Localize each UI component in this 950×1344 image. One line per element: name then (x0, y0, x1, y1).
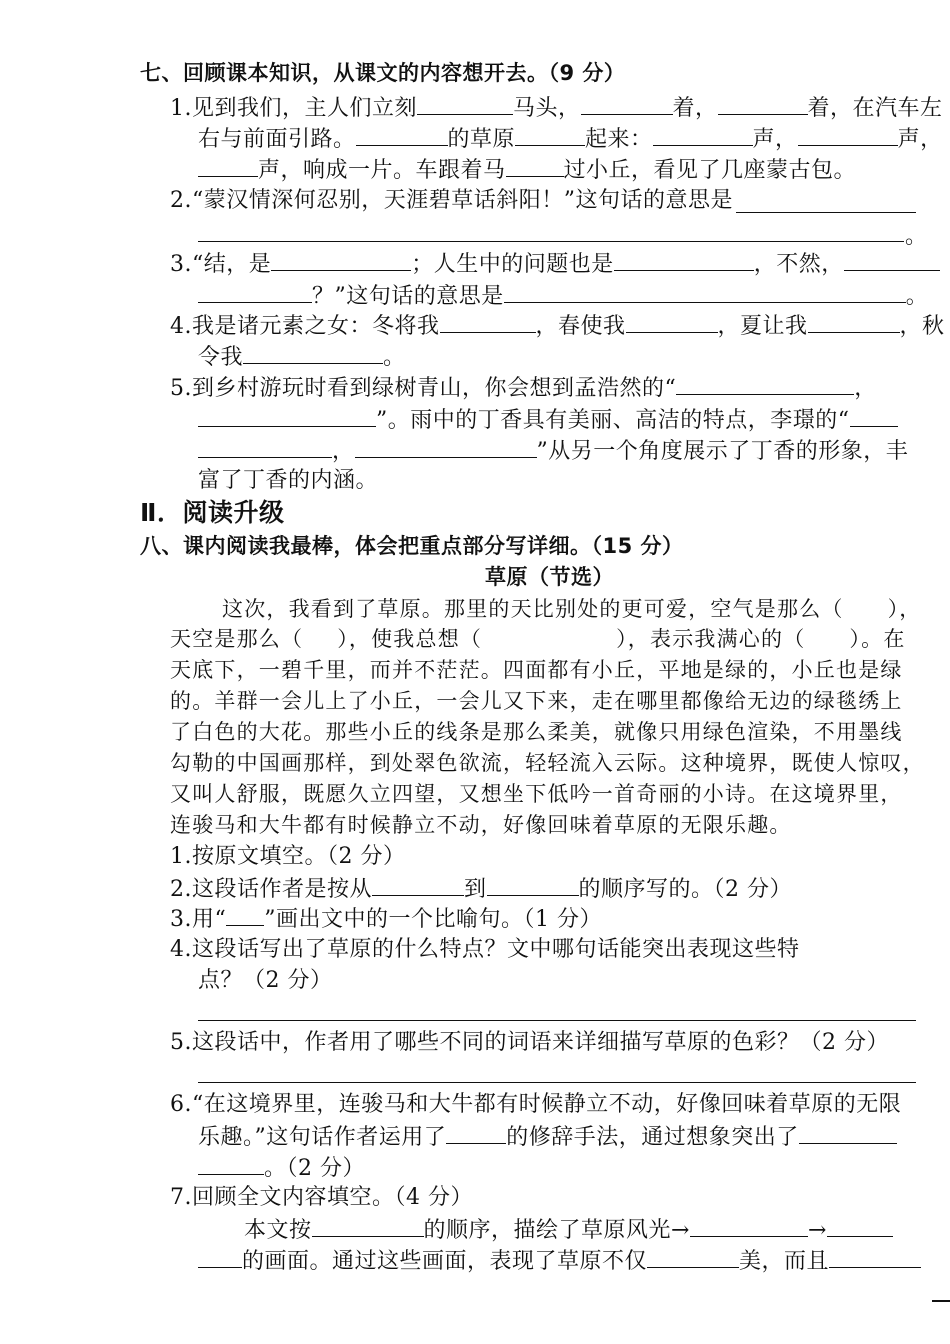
answer-blank[interactable] (198, 1152, 264, 1175)
s7-q5-line4 (198, 466, 378, 496)
period: 。 (905, 284, 929, 309)
answer-blank[interactable] (198, 404, 376, 427)
q-text: ，夏让我 (717, 314, 808, 339)
q-text: 到乡村游玩时看到绿树青山，你会想到孟浩然的“ (192, 376, 677, 401)
q-text: ， (332, 439, 355, 464)
answer-blank[interactable] (829, 1245, 921, 1268)
q-text: 富了丁香的内涵。 (198, 468, 379, 493)
answer-blank[interactable] (243, 341, 383, 364)
s7-q1-line1 (170, 92, 943, 124)
answer-line[interactable] (198, 1082, 916, 1083)
answer-blank[interactable] (440, 310, 536, 333)
q-number: 1. (170, 96, 192, 121)
answer-blank[interactable] (626, 310, 718, 333)
s7-q5-line3 (198, 435, 908, 467)
page-edge-mark (932, 1300, 950, 1302)
s8-q1 (170, 842, 406, 872)
passage-line: 又叫人舒服，既愿久立四望，又想坐下低吟一首奇丽的小诗。在这境界里， (170, 782, 903, 806)
underline-sample (226, 903, 264, 926)
q-text: “结，是 (192, 252, 272, 277)
answer-line[interactable] (736, 212, 916, 213)
s8-q4-line1 (170, 935, 800, 965)
q-number: 1. (170, 844, 192, 869)
q-text: ，秋 (899, 314, 945, 339)
s8-q5 (170, 1028, 889, 1058)
q-number: 5. (170, 376, 192, 401)
q-text: 着， (672, 96, 718, 121)
q-number: 2. (170, 188, 192, 213)
section-8-heading: 八、课内阅读我最棒，体会把重点部分写详细。（15 分） (140, 534, 684, 558)
passage-line: 勾勒的中国画那样，到处翠色欲流，轻轻流入云际。这种境界，既使人惊叹， (170, 751, 925, 775)
answer-blank[interactable] (850, 404, 898, 427)
passage-text: ），表示我满心的（ (616, 627, 806, 651)
q-text: 美，而且 (739, 1249, 830, 1274)
q-text: 回顾全文内容填空。（4 分） (192, 1185, 473, 1210)
q-number: 5. (170, 1030, 192, 1055)
answer-blank[interactable] (799, 1121, 897, 1144)
q-text: 用“ (192, 907, 227, 932)
part-2-heading: Ⅱ．阅读升级 (140, 498, 285, 527)
s7-q3-line1 (170, 248, 940, 280)
passage-line (222, 594, 922, 624)
q-text: 声， (752, 127, 798, 152)
period: 。 (383, 345, 406, 370)
answer-blank[interactable] (198, 435, 332, 458)
q-text: 这段话写出了草原的什么特点？文中哪句话能突出表现这些特 (192, 937, 800, 962)
passage-text: ），使我总想（ (337, 627, 483, 651)
q-text: 过小丘，看见了几座蒙古包。 (563, 158, 857, 183)
answer-blank[interactable] (827, 1214, 893, 1237)
answer-blank[interactable] (198, 154, 258, 177)
q-text: 的修辞手法，通过想象突出了 (506, 1125, 799, 1150)
passage-line (170, 624, 906, 654)
q-text: “在这境界里，连骏马和大牛都有时候静立不动，好像回味着草原的无限 (192, 1092, 902, 1117)
q-text: ”画出文中的一个比喻句。（1 分） (264, 907, 602, 932)
q-text: 到 (464, 877, 487, 902)
passage-line: 的。羊群一会儿上了小丘，一会儿又下来，走在哪里都像给无边的绿毯绣上 (170, 689, 903, 713)
q-text: 声， (897, 127, 943, 152)
s7-q1-line2 (198, 123, 943, 155)
s8-q7-line2 (244, 1214, 893, 1246)
s8-q6-line2 (198, 1121, 897, 1153)
s8-q4-line2: 点？（2 分） (198, 968, 333, 993)
answer-blank[interactable] (506, 154, 564, 177)
q-text: 起来： (585, 127, 653, 152)
passage-title: 草原（节选） (485, 565, 614, 589)
s7-q5-line1 (170, 372, 877, 404)
q-text: 令我 (198, 345, 244, 370)
answer-blank[interactable] (581, 92, 673, 115)
q-text: 。（2 分） (264, 1156, 365, 1181)
q-text: ？”这句话的意思是 (312, 284, 504, 309)
s8-q6-line1 (170, 1090, 901, 1120)
q-text: 的草原 (447, 127, 516, 152)
passage-text: 这次，我看到了草原。那里的天比别处的更可爱，空气是那么（ (222, 597, 844, 621)
s7-q1-line3 (198, 154, 856, 186)
answer-blank[interactable] (798, 123, 898, 146)
passage-line: 连骏马和大牛都有时候静立不动，好像回味着草原的无限乐趣。 (170, 813, 792, 837)
answer-blank[interactable] (198, 280, 312, 303)
q-text: 按原文填空。（2 分） (192, 844, 406, 869)
q-text: ”。雨中的丁香具有美丽、高洁的特点，李璟的“ (376, 408, 850, 433)
answer-blank[interactable] (446, 1121, 506, 1144)
answer-blank[interactable] (417, 92, 513, 115)
passage-text: ）， (887, 597, 922, 621)
s8-q2 (170, 873, 792, 905)
q-text: 着，在汽车左 (807, 96, 943, 121)
q-text: 右与前面引路。 (198, 127, 356, 152)
answer-blank[interactable] (312, 1214, 424, 1237)
answer-blank[interactable] (504, 280, 906, 303)
q-number: 3. (170, 907, 192, 932)
q-text: → (807, 1218, 827, 1243)
answer-blank[interactable] (676, 372, 854, 395)
q-text: 的画面。通过这些画面，表现了草原不仅 (242, 1249, 648, 1274)
answer-blank[interactable] (614, 248, 754, 271)
s7-q4-line2 (198, 341, 406, 373)
q-text: 这段话中，作者用了哪些不同的词语来详细描写草原的色彩？（2 分） (192, 1030, 889, 1055)
answer-blank[interactable] (653, 123, 753, 146)
s7-q4-line1 (170, 310, 945, 342)
q-text: 声，响成一片。车跟着马 (258, 158, 506, 183)
answer-blank[interactable] (690, 1214, 808, 1237)
s8-q3 (170, 903, 602, 935)
q-text: ， (854, 376, 877, 401)
q-text: 这段话作者是按从 (192, 877, 373, 902)
s7-q2-line1 (170, 186, 733, 216)
q-text: 本文按 (244, 1218, 312, 1243)
s8-q7-line3 (198, 1245, 921, 1277)
q-number: 6. (170, 1092, 192, 1117)
passage-line: 了白色的大花。那些小丘的线条是那么柔美，就像只用绿色渲染，不用墨线 (170, 720, 903, 744)
answer-blank[interactable] (844, 248, 940, 271)
q-text: “蒙汉情深何忍别，天涯碧草话斜阳！”这句话的意思是 (192, 188, 733, 213)
q-text: ”从另一个角度展示了丁香的形象，丰 (536, 439, 909, 464)
q-text: 的顺序写的。（2 分） (578, 877, 793, 902)
answer-line[interactable] (198, 1020, 916, 1021)
q-text: 乐趣。”这句话作者运用了 (198, 1125, 447, 1150)
answer-blank[interactable] (271, 248, 411, 271)
section-7-heading: 七、回顾课本知识，从课文的内容想开去。（9 分） (140, 61, 626, 85)
passage-line: 天底下，一碧千里，而并不茫茫。四面都有小丘，平地是绿的，小丘也是绿 (170, 658, 903, 682)
q-number: 7. (170, 1185, 192, 1210)
answer-blank[interactable] (808, 310, 900, 333)
passage-text: 天空是那么（ (170, 627, 304, 651)
answer-blank[interactable] (515, 123, 585, 146)
q-number: 4. (170, 937, 192, 962)
q-text: ，春使我 (535, 314, 626, 339)
s7-q3-line2 (198, 280, 928, 312)
answer-blank[interactable] (355, 435, 537, 458)
s7-q5-line2 (198, 404, 898, 436)
answer-blank[interactable] (647, 1245, 739, 1268)
q-text: ，不然， (753, 252, 844, 277)
q-number: 2. (170, 877, 192, 902)
period: 。 (905, 224, 928, 249)
passage-text: ）。在 (849, 627, 906, 651)
q-text: ；人生中的问题也是 (411, 252, 614, 277)
s8-q6-line3 (198, 1152, 365, 1184)
q-text: 的顺序，描绘了草原风光→ (423, 1218, 690, 1243)
q-text: 我是诸元素之女：冬将我 (192, 314, 440, 339)
q-number: 4. (170, 314, 192, 339)
s8-q7-line1 (170, 1183, 473, 1213)
q-number: 3. (170, 252, 192, 277)
answer-blank[interactable] (487, 873, 579, 896)
answer-blank[interactable] (718, 92, 808, 115)
q-text: 马头， (513, 96, 581, 121)
answer-line[interactable] (198, 241, 904, 242)
answer-blank[interactable] (198, 1245, 242, 1268)
answer-blank[interactable] (372, 873, 464, 896)
answer-blank[interactable] (356, 123, 448, 146)
q-text: 见到我们，主人们立刻 (192, 96, 418, 121)
